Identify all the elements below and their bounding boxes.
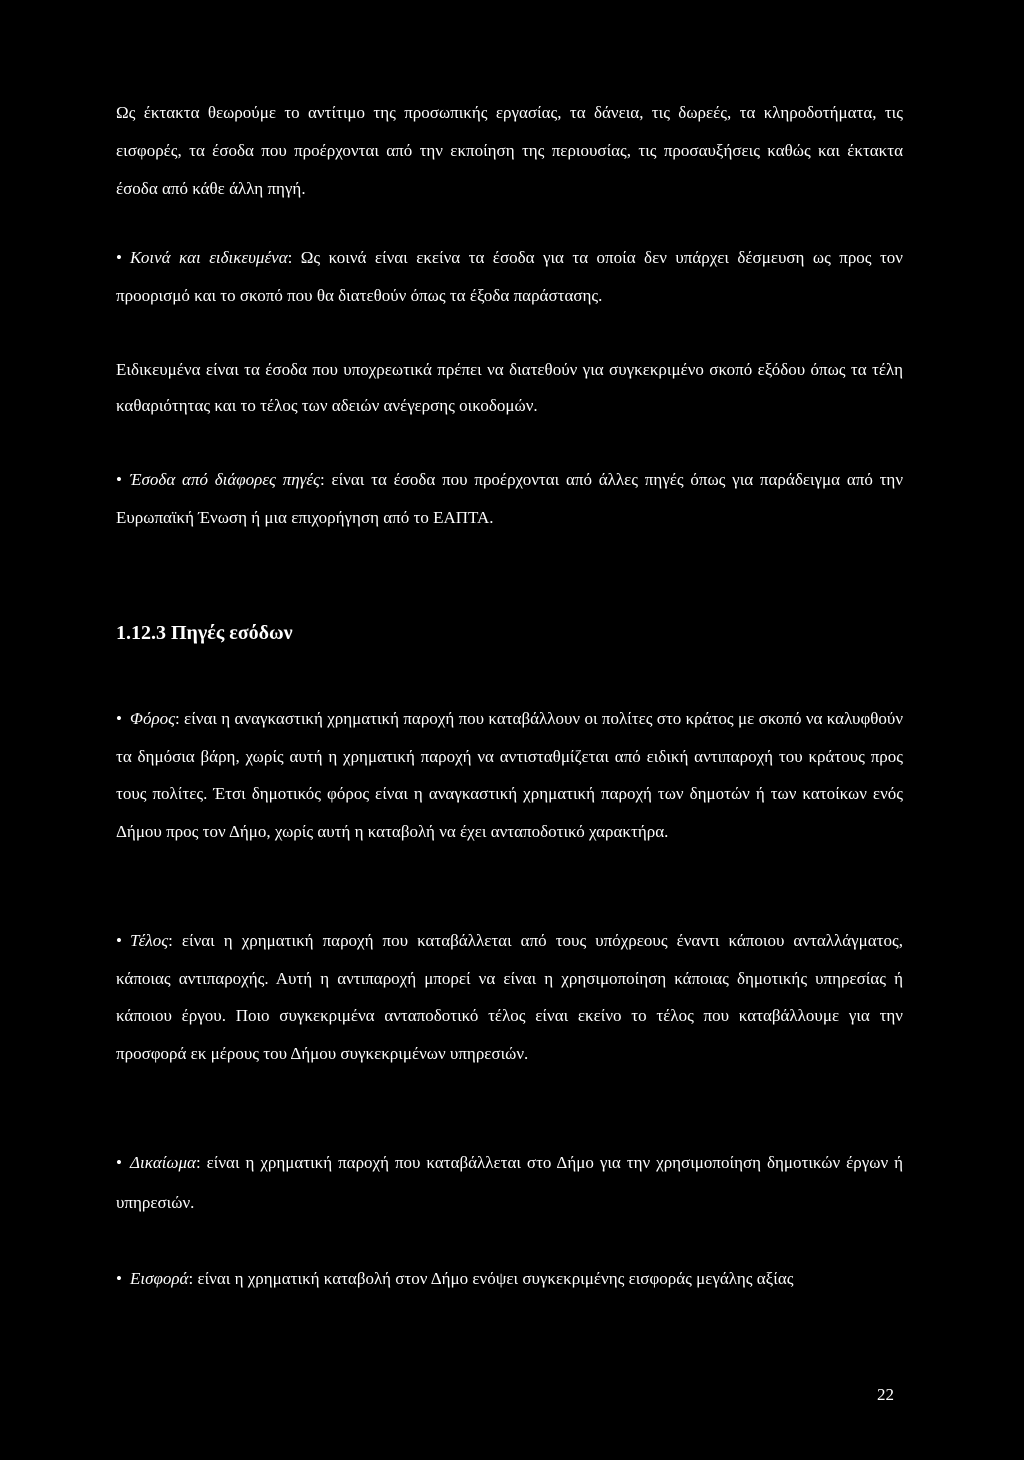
bullet-icon: •: [116, 1269, 122, 1288]
term-other-sources: Έσοδα από διάφορες πηγές: [130, 470, 320, 489]
term-common-special: Κοινά και ειδικευμένα: [130, 248, 288, 267]
definition-tax: : είναι η αναγκαστική χρηματική παροχή που καταβάλλουν οι πολίτες στο κράτος με σκοπό να καλυφθούν τα δημόσια βάρη, χωρίς αυτή η χρηματική παροχή να αντισταθμίζεται από ειδική αντιπαροχή του κράτους προς τους πολίτες. Έτσι δημοτικός φόρος είναι η αναγκαστική χρηματική παροχή των δημοτών ή των κατοίκων ενός Δήμου προς τον Δήμο, χωρίς αυτή η καταβολή να έχει ανταποδοτικό χαρακτήρα.: [116, 709, 903, 841]
term-tax: Φόρος: [130, 709, 175, 728]
bullet-icon: •: [116, 1153, 122, 1172]
special-continuation-text: Ειδικευμένα είναι τα έσοδα που υποχρεωτικά πρέπει να διατεθούν για συγκεκριμένο σκοπό εξόδου όπως τα τέλη καθαριότητας και το τέλος των αδειών ανέγερσης οικοδομών.: [116, 360, 903, 415]
intro-paragraph-text: Ως έκτακτα θεωρούμε το αντίτιμο της προσωπικής εργασίας, τα δάνεια, τις δωρεές, τα κληροδοτήματα, τις εισφορές, τα έσοδα που προέρχονται από την εκποίηση της περιουσίας, τις προσαυξήσεις καθώς και έκτακτα έσοδα από κάθε άλλη πηγή.: [116, 103, 903, 198]
bullet-tax: [116, 700, 903, 850]
bullet-right-text: [116, 1143, 903, 1223]
term-right: Δικαίωμα: [130, 1153, 196, 1172]
bullet-fee-text: [116, 922, 903, 1072]
term-contribution: Εισφορά: [130, 1269, 189, 1288]
special-continuation-paragraph: [116, 352, 903, 424]
intro-paragraph: [116, 94, 903, 208]
section-heading: 1.12.3 Πηγές εσόδων: [116, 622, 293, 644]
definition-other-sources: : είναι τα έσοδα που προέρχονται από άλλες πηγές όπως για παράδειγμα από την Ευρωπαϊκή Ένωση ή μια επιχορήγηση από το ΕΑΠΤΑ.: [116, 470, 904, 527]
bullet-icon: •: [116, 248, 122, 267]
definition-right: : είναι η χρηματική παροχή που καταβάλλεται στο Δήμο για την χρησιμοποίηση δημοτικών έργων ή υπηρεσιών.: [116, 1153, 903, 1212]
definition-contribution: : είναι η χρηματική καταβολή στον Δήμο ενόψει συγκεκριμένης εισφοράς μεγάλης αξίας: [188, 1269, 794, 1288]
definition-common-special: : Ως κοινά είναι εκείνα τα έσοδα για τα οποία δεν υπάρχει δέσμευση ως προς τον προορισμό και το σκοπό που θα διατεθούν όπως τα έξοδα παράστασης.: [116, 248, 903, 305]
bullet-contribution-text: [116, 1259, 903, 1299]
bullet-other-sources: [116, 461, 903, 536]
bullet-common-special-text: [116, 239, 903, 315]
bullet-fee: [116, 922, 903, 1072]
bullet-other-sources-text: [116, 461, 903, 536]
bullet-icon: •: [116, 709, 122, 728]
bullet-icon: •: [116, 931, 122, 950]
page-number: 22: [877, 1385, 894, 1404]
definition-fee: : είναι η χρηματική παροχή που καταβάλλεται από τους υπόχρεους έναντι κάποιου ανταλλάγματος, κάποιας αντιπαροχής. Αυτή η αντιπαροχή μπορεί να είναι η χρησιμοποίηση κάποιας δημοτικής υπηρεσίας ή κάποιου έργου. Ποιο συγκεκριμένα ανταποδοτικό τέλος είναι εκείνο το τέλος που καταβάλλουμε για την προσφορά εκ μέρους του Δήμου συγκεκριμένων υπηρεσιών.: [116, 931, 903, 1063]
bullet-tax-text: [116, 700, 903, 850]
term-fee: Τέλος: [130, 931, 169, 950]
bullet-right: [116, 1143, 903, 1223]
bullet-common-special: [116, 239, 903, 315]
bullet-contribution: [116, 1259, 903, 1299]
bullet-icon: •: [116, 470, 122, 489]
